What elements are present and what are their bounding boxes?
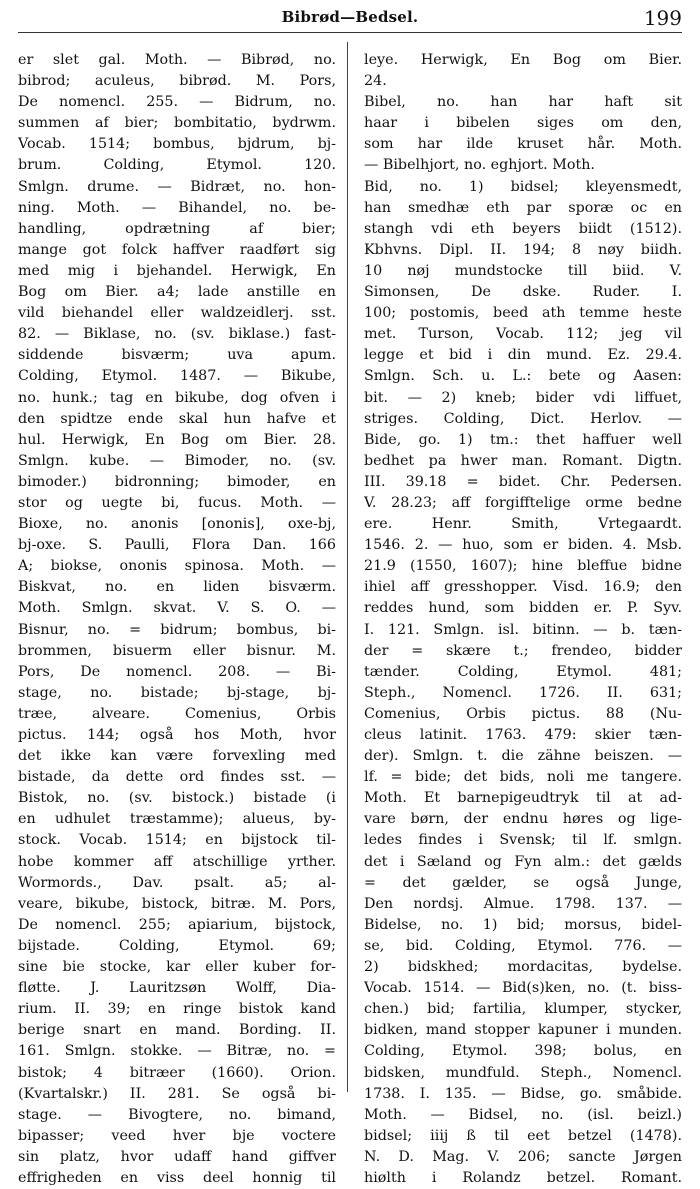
text-line: sine bie stocke, kar eller kuber for- — [18, 959, 336, 976]
page-header — [18, 6, 682, 28]
text-line: bistok; 4 bitræer (1660). Orion. — [18, 1064, 336, 1081]
text-line: V. 28.23; aff forgifftelige orme bedne — [364, 494, 682, 511]
header-rule — [18, 32, 682, 33]
text-line: en udhulet træstamme); alueus, by- — [18, 811, 336, 828]
text-line: vare børn, der endnu høres og lige- — [364, 811, 682, 828]
text-line: Smlgn. drume. — Bidræt, no. hon- — [18, 178, 336, 195]
text-line: veare, bikube, bistock, bitræ. M. Pors, — [18, 895, 336, 912]
text-line: 24. — [364, 73, 387, 90]
text-line: bidken, mand stopper kapuner i munden. — [364, 1022, 682, 1039]
text-line: pictus. 144; også hos Moth, hvor — [18, 727, 336, 743]
text-line: Steph., Nomencl. 1726. II. 631; — [364, 684, 682, 701]
text-line: summen af bier; bombitatio, bydrwm. — [18, 115, 336, 132]
text-line: vild biehandel eller waldzeidlerj. sst. — [18, 305, 336, 322]
text-line: 161. Smlgn. stokke. — Bitræ, no. = — [18, 1043, 336, 1060]
text-line: no. hunk.; tag en bikube, dog ofven i — [18, 389, 336, 406]
text-line: fløtte. J. Lauritzsøn Wolff, Dia- — [18, 980, 336, 997]
text-line: handling, opdrætning af bier; — [18, 220, 336, 237]
text-line: se, bid. Colding, Etymol. 776. — — [364, 937, 682, 954]
text-line: 1546. 2. — huo, som er biden. 4. Msb. — [364, 537, 682, 554]
text-line: stor og uegte bi, fucus. Moth. — — [18, 494, 336, 511]
text-line: (Kvartalskr.) II. 281. Se også bi- — [18, 1085, 336, 1102]
text-line: III. 39.18 = bidet. Chr. Pedersen. — [364, 473, 682, 490]
text-line: = det gælder, se også Junge, — [364, 874, 682, 891]
text-line: Bidelse, no. 1) bid; morsus, bidel- — [364, 916, 682, 933]
text-line: ihiel aff gresshopper. Visd. 16.9; den — [364, 579, 682, 596]
text-line: — Bibelhjort, no. eghjort. Moth. — [364, 157, 595, 174]
text-line: siddende bisværm; uva apum. — [18, 347, 336, 364]
text-line: leye. Herwigk, En Bog om Bier. — [364, 52, 682, 68]
text-line: Biskvat, no. en liden bisværm. — [18, 579, 336, 596]
text-line: Wormords., Dav. psalt. a5; al- — [18, 874, 336, 891]
right-column — [364, 50, 682, 1189]
running-title: Bibrød—Bedsel. — [281, 8, 419, 26]
text-line: brum. Colding, Etymol. 120. — [18, 157, 336, 174]
text-line: tænder. Colding, Etymol. 481; — [364, 663, 682, 680]
page-number: 199 — [643, 6, 682, 30]
text-line: træe, alveare. Comenius, Orbis — [18, 705, 336, 722]
text-line: Bide, go. 1) tm.: thet haffuer well — [364, 431, 682, 448]
text-line: A; biokse, ononis spinosa. Moth. — — [18, 558, 336, 575]
text-line: Bibel, no. han har haft sit — [364, 94, 682, 111]
text-line: hiølth i Rolandz betzel. Romant. — [364, 1169, 682, 1186]
text-line: 10 nøj mundstocke till biid. V. — [364, 262, 682, 279]
text-line: stangh vdi eth beyers biidt (1512). — [364, 220, 682, 237]
text-line: det ikke kan være forvexling med — [18, 748, 336, 765]
text-line: bj-oxe. S. Paulli, Flora Dan. 166 — [18, 537, 336, 554]
text-line: bipasser; veed hver bje voctere — [18, 1127, 336, 1144]
text-line: Pors, De nomencl. 208. — Bi- — [18, 663, 336, 680]
text-line: Kbhvns. Dipl. II. 194; 8 nøy biidh. — [364, 241, 682, 258]
text-line: bijstade. Colding, Etymol. 69; — [18, 937, 336, 954]
text-line: Smlgn. Sch. u. L.: bete og Aasen: — [364, 368, 682, 385]
text-line: bidsel; iiij ß til eet betzel (1478). — [364, 1127, 682, 1144]
text-line: stock. Vocab. 1514; en bijstock til- — [18, 832, 336, 849]
text-line: Colding, Etymol. 1487. — Bikube, — [18, 368, 336, 385]
text-line: ning. Moth. — Bihandel, no. be- — [18, 199, 336, 216]
text-line: hul. Herwigk, En Bog om Bier. 28. — [18, 431, 336, 448]
text-line: striges. Colding, Dict. Herlov. — — [364, 410, 682, 427]
text-line: som har ilde kruset hår. Moth. — [364, 136, 682, 153]
text-line: 100; postomis, beed ath temme heste — [364, 305, 682, 322]
text-line: N. D. Mag. V. 206; sancte Jørgen — [364, 1148, 682, 1165]
text-line: bit. — 2) kneb; bider vdi liffuet, — [364, 389, 682, 406]
text-line: met. Turson, Vocab. 112; jeg vil — [364, 326, 682, 343]
text-line: Comenius, Orbis pictus. 88 (Nu- — [364, 705, 682, 722]
text-line: bibrod; aculeus, bibrød. M. Pors, — [18, 73, 336, 90]
text-line: De nomencl. 255. — Bidrum, no. — [18, 94, 336, 111]
text-line: 82. — Biklase, no. (sv. biklase.) fast- — [18, 326, 336, 343]
text-line: Bog om Bier. a4; lade anstille en — [18, 284, 336, 301]
text-line: haar i bibelen siges om den, — [364, 115, 682, 132]
text-line: cleus latinit. 1763. 479: skier tæn- — [364, 727, 682, 743]
text-line: hobe kommer aff atschillige yrther. — [18, 853, 336, 870]
text-line: brommen, bisuerm eller bisnur. M. — [18, 642, 336, 659]
text-line: sin platz, hvor udaff hand giffver — [18, 1148, 336, 1165]
text-line: chen.) bid; fartilia, klumper, stycker, — [364, 1001, 682, 1018]
text-line: bistade, da dette ord findes sst. — — [18, 769, 336, 786]
text-line: berige snart en mand. Bording. II. — [18, 1022, 336, 1039]
text-line: der). Smlgn. t. die zähne beiszen. — — [364, 748, 682, 765]
text-line: mange got folck haffver raadført sig — [18, 241, 336, 258]
text-line: ere. Henr. Smith, Vrtegaardt. — [364, 516, 682, 533]
text-line: 21.9 (1550, 1607); hine bleffue bidne — [364, 558, 682, 575]
text-line: legge et bid i din mund. Ez. 29.4. — [364, 347, 682, 364]
text-line: Bid, no. 1) bidsel; kleyensmedt, — [364, 178, 682, 195]
text-line: Vocab. 1514. — Bid(s)ken, no. (t. biss- — [364, 980, 682, 997]
text-line: det i Sæland og Fyn alm.: det gælds — [364, 853, 682, 870]
text-line: der = skære t.; frendeo, bidder — [364, 642, 682, 659]
text-line: Vocab. 1514; bombus, bjdrum, bj- — [18, 136, 336, 153]
text-line: reddes hund, som bidden er. P. Syv. — [364, 600, 682, 617]
text-line: Moth. — Bidsel, no. (isl. beizl.) — [364, 1106, 682, 1123]
text-line: 2) bidskhed; mordacitas, bydelse. — [364, 959, 682, 976]
text-line: bimoder.) bidronning; bimoder, en — [18, 473, 336, 490]
text-line: stage. — Bivogtere, no. bimand, — [18, 1106, 336, 1123]
text-line: bidsken, mundfuld. Steph., Nomencl. — [364, 1064, 682, 1081]
left-column — [18, 50, 336, 1189]
text-line: Smlgn. kube. — Bimoder, no. (sv. — [18, 452, 336, 469]
text-line: bedhet pa hwer man. Romant. Digtn. — [364, 452, 682, 469]
text-line: med mig i bjehandel. Herwigk, En — [18, 262, 336, 279]
text-line: er slet gal. Moth. — Bibrød, no. — [18, 52, 336, 68]
text-line: Simonsen, De dske. Ruder. I. — [364, 284, 682, 301]
text-line: Moth. Et barnepigeudtryk til at ad- — [364, 790, 682, 807]
text-line: Den nordsj. Almue. 1798. 137. — — [364, 895, 682, 912]
column-divider — [347, 42, 348, 1092]
text-line: Bisnur, no. = bidrum; bombus, bi- — [18, 621, 336, 638]
text-line: Moth. Smlgn. skvat. V. S. O. — — [18, 600, 336, 617]
text-line: rium. II. 39; en ringe bistok kand — [18, 1001, 336, 1018]
text-line: I. 121. Smlgn. isl. bitinn. — b. tæn- — [364, 621, 682, 638]
text-line: lf. = bide; det bids, noli me tangere. — [364, 769, 682, 786]
text-line: Bistok, no. (sv. bistock.) bistade (i — [18, 790, 336, 807]
text-line: Bioxe, no. anonis [ononis], oxe-bj, — [18, 516, 336, 533]
text-line: Colding, Etymol. 398; bolus, en — [364, 1043, 682, 1060]
text-line: De nomencl. 255; apiarium, bijstock, — [18, 916, 336, 933]
text-line: han smedhæ eth par sporæ oc en — [364, 199, 682, 216]
text-line: stage, no. bistade; bj-stage, bj- — [18, 684, 336, 701]
text-line: 1738. I. 135. — Bidse, go. småbide. — [364, 1085, 682, 1102]
text-line: effrigheden en viss deel honnig til — [18, 1169, 336, 1186]
text-line: den spidtze ende skal hun hafve et — [18, 410, 336, 427]
text-line: ledes findes i Svensk; til lf. smlgn. — [364, 832, 682, 849]
